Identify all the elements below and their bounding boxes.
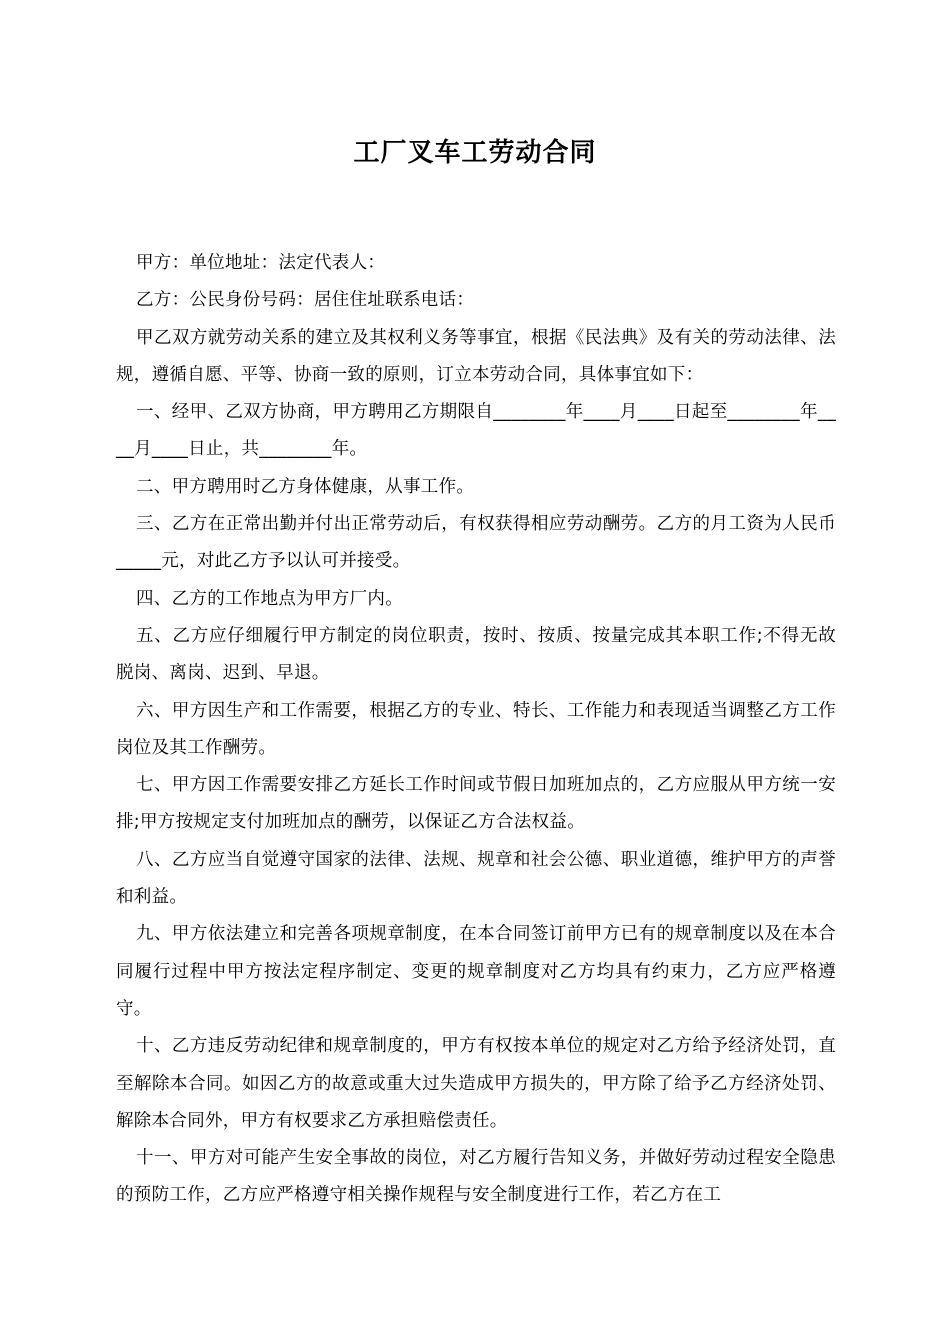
clause-3: 三、乙方在正常出勤并付出正常劳动后，有权获得相应劳动酬劳。乙方的月工资为人民币_____元，对此乙方予以认可并接受。	[116, 514, 836, 572]
document-title: 工厂叉车工劳动合同	[353, 138, 597, 168]
clause-6: 六、甲方因生产和工作需要，根据乙方的专业、特长、工作能力和表现适当调整乙方工作岗位及其工作酬劳。	[116, 700, 836, 758]
clause-7: 七、甲方因工作需要安排乙方延长工作时间或节假日加班加点的，乙方应服从甲方统一安排;甲方按规定支付加班加点的酬劳，以保证乙方合法权益。	[116, 775, 836, 833]
contract-body	[116, 245, 836, 1215]
clause-11: 十一、甲方对可能产生安全事故的岗位，对乙方履行告知义务，并做好劳动过程安全隐患的预防工作，乙方应严格遵守相关操作规程与安全制度进行工作，若乙方在工	[116, 1148, 836, 1206]
party-b-line: 乙方：公民身份号码：居住住址联系电话：	[136, 290, 475, 311]
clause-5: 五、乙方应仔细履行甲方制定的岗位职责，按时、按质、按量完成其本职工作;不得无故脱岗、离岗、迟到、早退。	[116, 625, 836, 684]
clause-8: 八、乙方应当自觉遵守国家的法律、法规、规章和社会公德、职业道德，维护甲方的声誉和利益。	[116, 849, 836, 908]
clause-1: 一、经甲、乙双方协商，甲方聘用乙方期限自________年____月____日起至________年____月____日止，共________年。	[116, 402, 836, 460]
clause-2: 二、甲方聘用时乙方身体健康，从事工作。	[136, 476, 475, 497]
clause-10: 十、乙方违反劳动纪律和规章制度的，甲方有权按本单位的规定对乙方给予经济处罚，直至解除本合同。如因乙方的故意或重大过失造成甲方损失的，甲方除了给予乙方经济处罚、解除本合同外，甲方有权要求乙方承担赔偿责任。	[116, 1036, 836, 1131]
party-a-line: 甲方：单位地址：法定代表人：	[136, 253, 386, 273]
clause-4: 四、乙方的工作地点为甲方厂内。	[136, 588, 403, 609]
preamble-paragraph: 甲乙双方就劳动关系的建立及其权利义务等事宜，根据《民法典》及有关的劳动法律、法规，遵循自愿、平等、协商一致的原则，订立本劳动合同，具体事宜如下：	[116, 327, 836, 385]
clause-9: 九、甲方依法建立和完善各项规章制度，在本合同签订前甲方已有的规章制度以及在本合同履行过程中甲方按法定程序制定、变更的规章制度对乙方均具有约束力，乙方应严格遵守。	[116, 924, 836, 1019]
